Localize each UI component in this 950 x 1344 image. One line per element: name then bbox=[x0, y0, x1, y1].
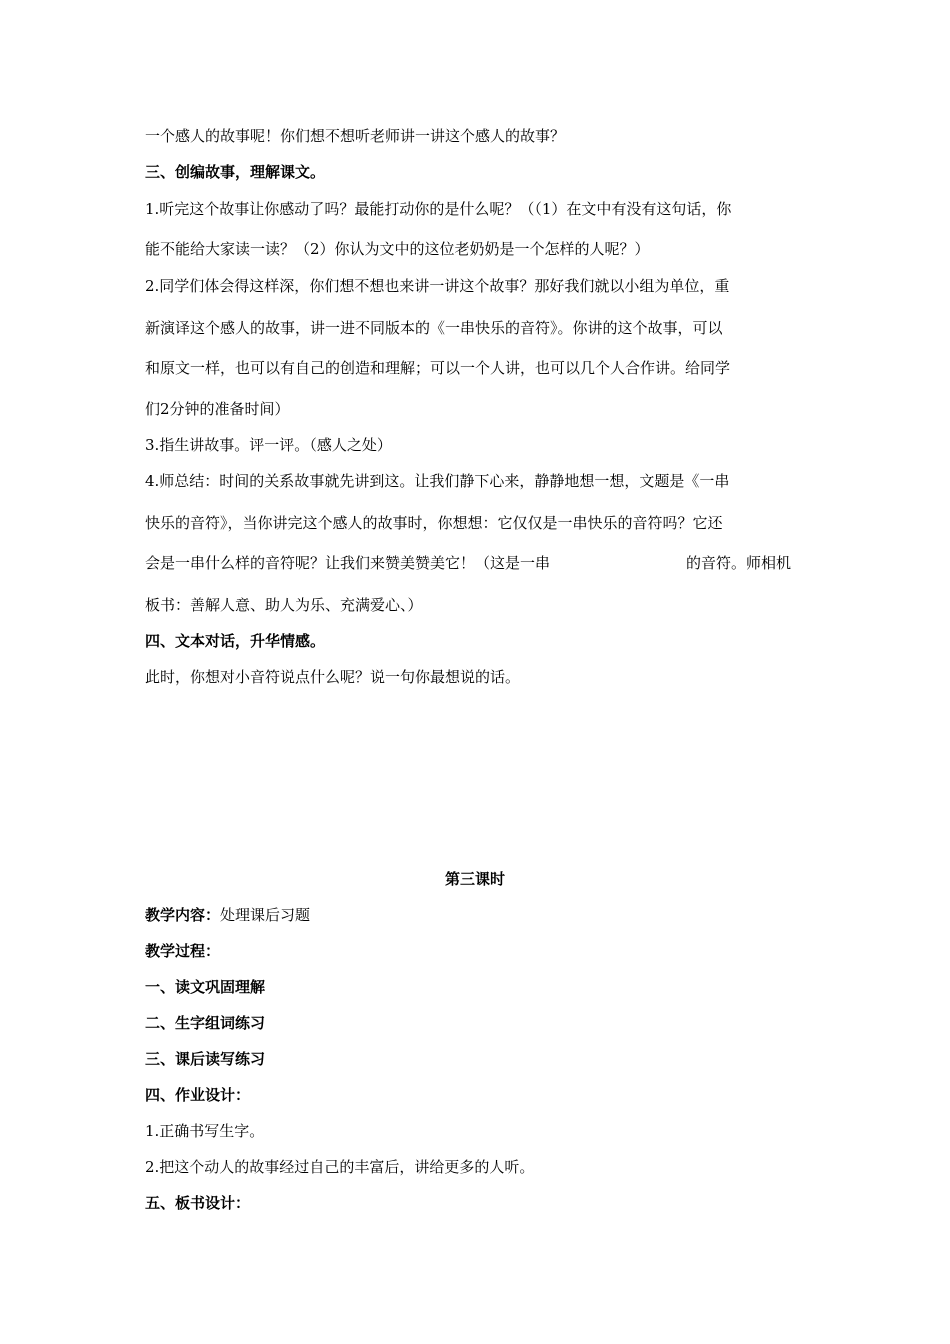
step-1: 一、读文巩固理解 bbox=[145, 978, 266, 996]
item4-line1: 4.师总结：时间的关系故事就先讲到这。让我们静下心来，静静地想一想，文题是《一串 bbox=[145, 472, 730, 490]
homework-1: 1.正确书写生字。 bbox=[145, 1122, 265, 1140]
item2-line2: 新演译这个感人的故事，讲一进不同版本的《一串快乐的音符》。你讲的这个故事，可以 bbox=[145, 319, 723, 337]
step-3: 三、课后读写练习 bbox=[145, 1050, 266, 1068]
board-design-heading: 五、板书设计： bbox=[145, 1194, 251, 1212]
item2-line4: 们2分钟的准备时间） bbox=[145, 400, 290, 418]
section-heading-4: 四、文本对话，升华情感。 bbox=[145, 632, 326, 650]
lesson-title: 第三课时 bbox=[444, 870, 505, 888]
teaching-process-label: 教学过程： bbox=[145, 942, 221, 960]
item2-line1: 2.同学们体会得这样深，你们想不想也来讲一讲这个故事？那好我们就以小组为单位，重 bbox=[145, 277, 730, 295]
item4-line3: 会是一串什么样的音符呢？让我们来赞美赞美它！（这是一串 bbox=[145, 554, 551, 572]
step-2: 二、生字组词练习 bbox=[145, 1014, 266, 1032]
item4-line2: 快乐的音符》，当你讲完这个感人的故事时，你想想：它仅仅是一串快乐的音符吗？它还 bbox=[145, 514, 723, 532]
intro-line: 一个感人的故事呢！你们想不想听老师讲一讲这个感人的故事？ bbox=[145, 127, 566, 145]
item3: 3.指生讲故事。评一评。（感人之处） bbox=[145, 436, 392, 454]
item1-line2: 能不能给大家读一读？（2）你认为文中的这位老奶奶是一个怎样的人呢？） bbox=[145, 240, 650, 258]
item4-line3-tail: 的音符。师相机 bbox=[686, 554, 792, 572]
item2-line3: 和原文一样，也可以有自己的创造和理解；可以一个人讲，也可以几个人合作讲。给同学 bbox=[145, 359, 731, 377]
section-heading-3: 三、创编故事，理解课文。 bbox=[145, 163, 326, 181]
item4-line4: 板书：善解人意、助人为乐、充满爱心、） bbox=[145, 596, 423, 614]
homework-2: 2.把这个动人的故事经过自己的丰富后，讲给更多的人听。 bbox=[145, 1158, 535, 1176]
closing-line: 此时，你想对小音符说点什么呢？说一句你最想说的话。 bbox=[145, 668, 521, 686]
teaching-content-label: 教学内容： bbox=[145, 906, 221, 924]
step-4: 四、作业设计： bbox=[145, 1086, 251, 1104]
teaching-content-value: 处理课后习题 bbox=[220, 906, 311, 924]
item1-line1: 1.听完这个故事让你感动了吗？最能打动你的是什么呢？（（1）在文中有没有这句话，你 bbox=[145, 200, 732, 218]
teaching-content bbox=[145, 905, 810, 925]
